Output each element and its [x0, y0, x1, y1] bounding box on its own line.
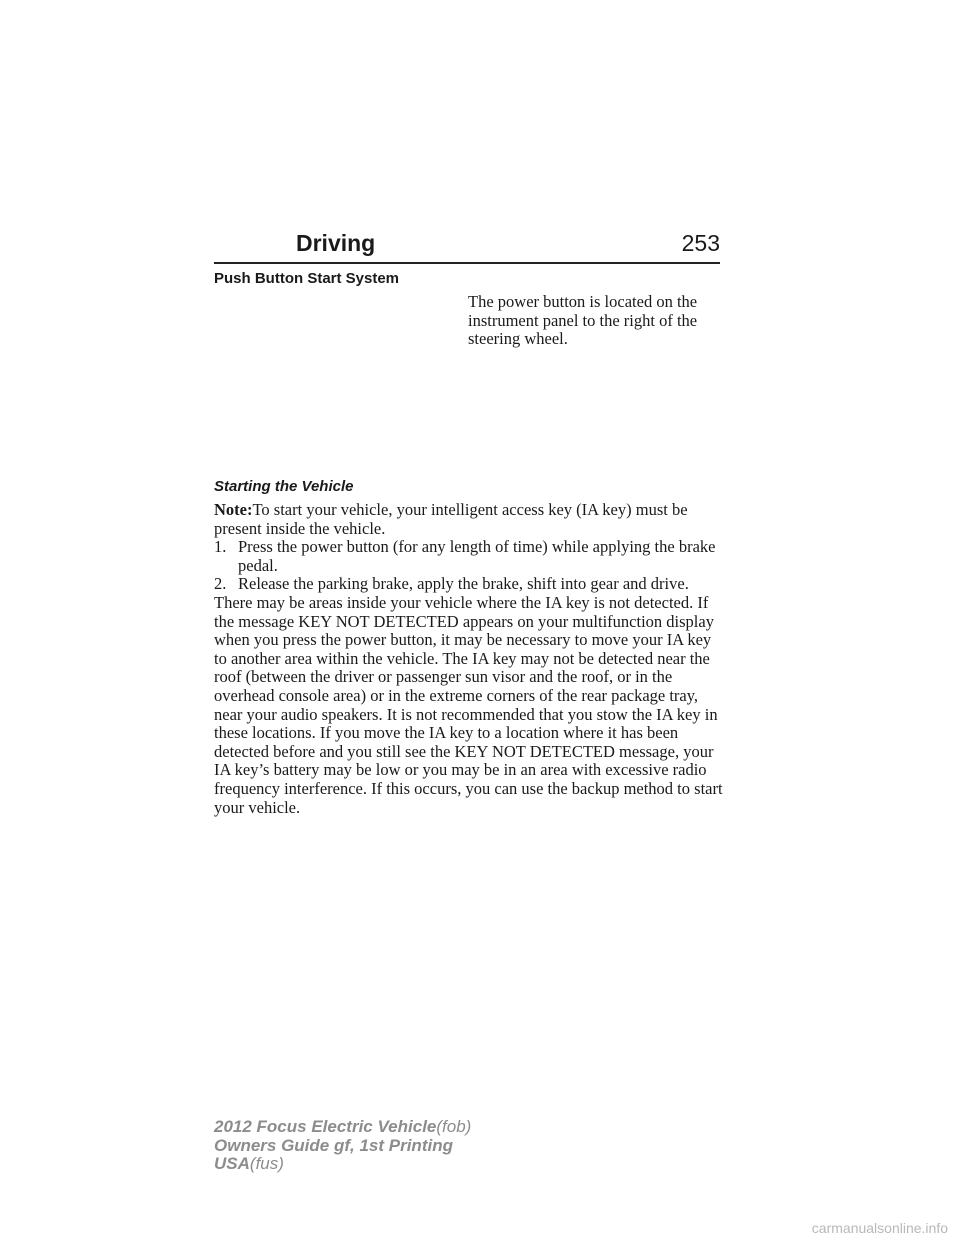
- footer-market: USA: [214, 1154, 250, 1173]
- watermark: carmanualsonline.info: [811, 1220, 948, 1236]
- footer-line-2: [214, 1137, 471, 1156]
- intro-paragraph: The power button is located on the instrument panel to the right of the steering wheel.: [468, 292, 698, 349]
- page-header: [214, 226, 720, 266]
- list-item: [214, 538, 724, 575]
- header-rule: [214, 262, 720, 264]
- note-text: To start your vehicle, your intelligent access key (IA key) must be present inside the vehicle.: [214, 500, 688, 538]
- footer-market-code: (fus): [249, 1154, 284, 1173]
- steps-list: [214, 538, 724, 594]
- page-footer: [214, 1118, 471, 1174]
- footer-line-1: [214, 1118, 471, 1137]
- step-text: Release the parking brake, apply the brake, shift into gear and drive.: [238, 574, 689, 594]
- step-text: Press the power button (for any length of time) while applying the brake pedal.: [238, 537, 716, 575]
- chapter-title: Driving: [296, 230, 376, 256]
- body-paragraph: There may be areas inside your vehicle where the IA key is not detected. If the message KEY NOT DETECTED appears on your multifunction display when you press the power button, it may be necessary to move your IA key to another area within the vehicle. The IA key may not be detected near the roof (between the driver or passenger sun visor and the roof, or in the overhead console area) or in the extreme corners of the rear package tray, near your audio speakers. It is not recommended that you stow the IA key in these locations. If you move the IA key to a location where it has been detected before and you still see the KEY NOT DETECTED message, your IA key’s battery may be low or you may be in an area with excessive radio frequency interference. If this occurs, you can use the backup method to start your vehicle.: [214, 593, 723, 817]
- list-item: [214, 575, 724, 594]
- page-number: 253: [681, 230, 720, 256]
- subsection-title: Starting the Vehicle: [214, 478, 354, 495]
- footer-model: 2012 Focus Electric Vehicle: [214, 1117, 437, 1136]
- footer-guide: Owners Guide gf, 1st Printing: [214, 1135, 453, 1155]
- note-paragraph: [214, 501, 724, 538]
- footer-model-code: (fob): [436, 1117, 472, 1136]
- step-number: 1.: [214, 537, 227, 556]
- step-number: 2.: [214, 574, 227, 594]
- section-title: Push Button Start System: [214, 270, 400, 287]
- note-label: Note:: [214, 500, 253, 519]
- footer-line-3: [214, 1155, 471, 1174]
